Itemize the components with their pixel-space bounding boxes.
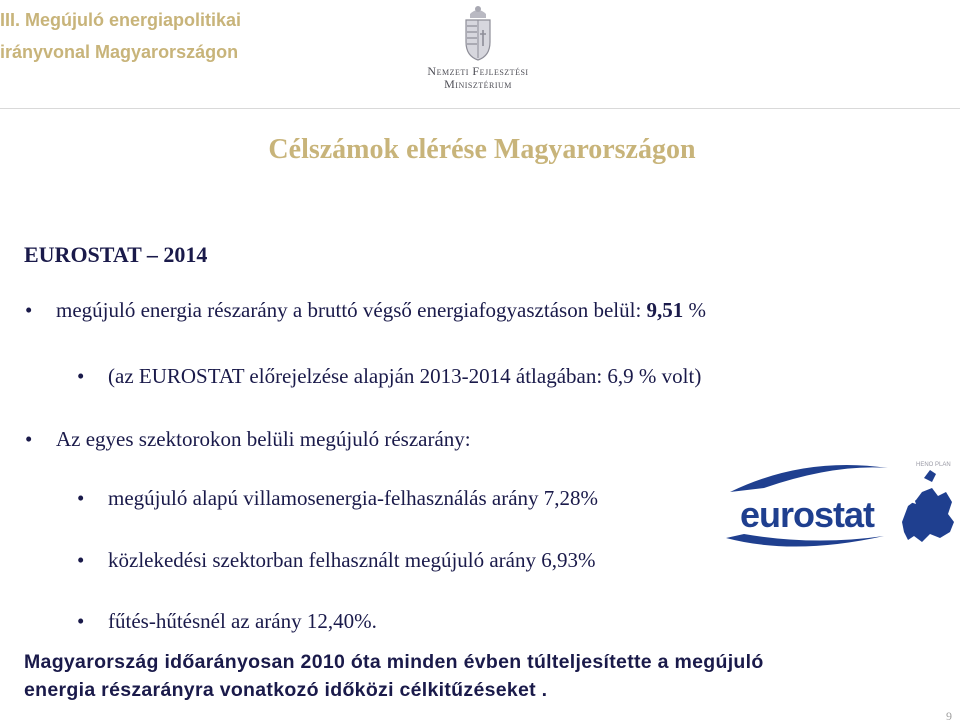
eurostat-wordmark: eurostat <box>740 494 875 535</box>
subheading: EUROSTAT – 2014 <box>24 242 208 267</box>
bullet-suffix: % <box>683 298 707 322</box>
bullet-electricity <box>77 486 599 511</box>
section-title <box>0 4 241 68</box>
eurostat-logo <box>724 462 960 550</box>
summary-statement <box>24 648 924 704</box>
header-divider <box>0 108 960 109</box>
coat-of-arms-icon <box>461 4 495 62</box>
bullet-sectors <box>25 427 471 452</box>
slide-title: Célszámok elérése Magyarországon <box>268 134 696 165</box>
bullet-forecast <box>77 364 702 389</box>
section-title-line1: III. Megújuló energiapolitikai <box>0 10 242 30</box>
bullet-transport <box>77 548 596 573</box>
ministry-name-line2: Minisztérium <box>444 77 512 91</box>
bullet-text: megújuló energia részarány a bruttó végső energiafogyasztáson belül: <box>56 298 647 322</box>
section-title-line2: irányvonal Magyarországon <box>0 42 239 62</box>
bullet-text: megújuló alapú villamosenergia-felhasználás arány 7,28% <box>108 486 599 510</box>
bullet-text: (az EUROSTAT előrejelzése alapján 2013-2014 átlagában: 6,9 % volt) <box>108 364 702 388</box>
ministry-name-line1: Nemzeti Fejlesztési <box>427 64 529 78</box>
bullet-icon: • <box>77 364 85 388</box>
page-number: 9 <box>946 709 952 723</box>
bullet-icon: • <box>77 609 85 633</box>
ministry-logo <box>408 4 548 91</box>
bullet-text: Az egyes szektorokon belüli megújuló részarány: <box>56 427 471 451</box>
bullet-value: 9,51 <box>646 298 684 322</box>
bullet-text: fűtés-hűtésnél az arány 12,40%. <box>108 609 377 633</box>
bullet-text: közlekedési szektorban felhasznált megújuló arány 6,93% <box>108 548 596 572</box>
bullet-renewable-share <box>25 298 707 323</box>
bullet-icon: • <box>25 298 33 322</box>
eurostat-tag: HENO PLAN <box>916 462 951 468</box>
bullet-icon: • <box>77 486 85 510</box>
summary-line2: energia részarányra vonatkozó időközi célkitűzéseket . <box>24 679 548 701</box>
bullet-icon: • <box>77 548 85 572</box>
bullet-heating-cooling <box>77 609 377 634</box>
summary-line1: Magyarország időarányosan 2010 óta minden évben túlteljesítette a megújuló <box>24 651 764 673</box>
bullet-icon: • <box>25 427 33 451</box>
